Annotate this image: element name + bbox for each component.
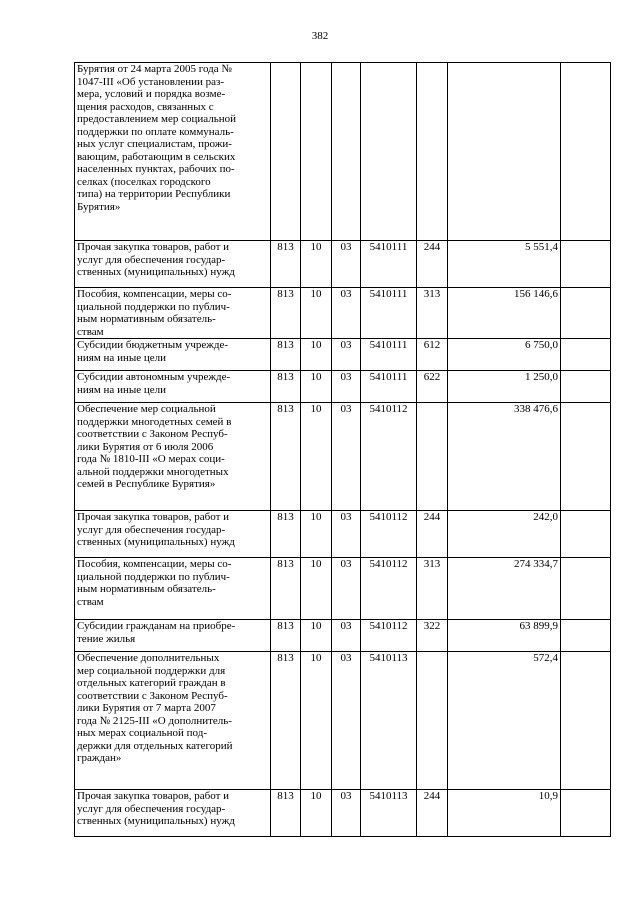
subsection-code-cell: 03 (332, 371, 361, 403)
ved-code-cell: 813 (271, 558, 301, 620)
row-name-cell: Субсидии бюджетным учрежде- ниям на иные цели (75, 339, 271, 371)
row-name-cell: Прочая закупка товаров, работ и услуг для обеспечения государ- ственных (муниципальных) нужд (75, 790, 271, 837)
section-code-cell: 10 (301, 511, 332, 558)
section-code-cell: 10 (301, 339, 332, 371)
row-name-cell: Прочая закупка товаров, работ и услуг для обеспечения государ- ственных (муниципальных) нужд (75, 511, 271, 558)
empty-column-cell (561, 403, 611, 511)
empty-column-cell (561, 511, 611, 558)
amount-cell: 274 334,7 (448, 558, 561, 620)
amount-cell: 242,0 (448, 511, 561, 558)
row-name-cell: Обеспечение мер социальной поддержки многодетных семей в соответствии с Законом Респуб- лики Бурятия от 6 июля 2006 года № 1810-III «О мерах соци- альной поддержки многодетных семей в Республике Бурятия» (75, 403, 271, 511)
ved-code-cell (271, 63, 301, 241)
ved-code-cell: 813 (271, 371, 301, 403)
budget-table-body (75, 63, 611, 837)
section-code-cell: 10 (301, 790, 332, 837)
target-article-cell: 5410112 (361, 511, 417, 558)
target-article-cell: 5410113 (361, 652, 417, 790)
section-code-cell: 10 (301, 558, 332, 620)
table-row (75, 652, 611, 790)
amount-cell (448, 63, 561, 241)
target-article-cell: 5410113 (361, 790, 417, 837)
target-article-cell: 5410111 (361, 241, 417, 288)
ved-code-cell: 813 (271, 652, 301, 790)
empty-column-cell (561, 652, 611, 790)
expense-type-cell: 313 (417, 558, 448, 620)
section-code-cell: 10 (301, 371, 332, 403)
expense-type-cell: 313 (417, 288, 448, 339)
section-code-cell: 10 (301, 652, 332, 790)
expense-type-cell: 244 (417, 241, 448, 288)
table-row (75, 620, 611, 652)
table-row (75, 371, 611, 403)
row-name-cell: Бурятия от 24 марта 2005 года № 1047-III «Об установлении раз- мера, условий и порядка возме- щения расходов, связанных с предоставлением мер социальной поддержки по оплате коммуналь- ных услуг специалистам, прожи- вающим, работающим в сельских населенных пунктах, рабочих по- селках (поселках городского типа) на территории Республики Бурятия» (75, 63, 271, 241)
subsection-code-cell: 03 (332, 620, 361, 652)
ved-code-cell: 813 (271, 241, 301, 288)
target-article-cell: 5410111 (361, 339, 417, 371)
empty-column-cell (561, 241, 611, 288)
target-article-cell: 5410112 (361, 403, 417, 511)
expense-type-cell: 622 (417, 371, 448, 403)
subsection-code-cell: 03 (332, 558, 361, 620)
row-name-cell: Прочая закупка товаров, работ и услуг для обеспечения государ- ственных (муниципальных) нужд (75, 241, 271, 288)
subsection-code-cell: 03 (332, 511, 361, 558)
amount-cell: 1 250,0 (448, 371, 561, 403)
ved-code-cell: 813 (271, 620, 301, 652)
subsection-code-cell: 03 (332, 288, 361, 339)
empty-column-cell (561, 790, 611, 837)
table-row (75, 511, 611, 558)
empty-column-cell (561, 620, 611, 652)
amount-cell: 10,9 (448, 790, 561, 837)
expense-type-cell (417, 403, 448, 511)
ved-code-cell: 813 (271, 288, 301, 339)
subsection-code-cell: 03 (332, 241, 361, 288)
subsection-code-cell: 03 (332, 790, 361, 837)
table-row (75, 558, 611, 620)
ved-code-cell: 813 (271, 511, 301, 558)
section-code-cell: 10 (301, 620, 332, 652)
empty-column-cell (561, 288, 611, 339)
subsection-code-cell: 03 (332, 339, 361, 371)
page-number: 382 (311, 30, 329, 42)
expense-type-cell: 612 (417, 339, 448, 371)
table-row (75, 339, 611, 371)
table-row (75, 63, 611, 241)
row-name-cell: Пособия, компенсации, меры со- циальной поддержки по публич- ным нормативным обязатель- ствам (75, 288, 271, 339)
section-code-cell (301, 63, 332, 241)
expense-type-cell: 244 (417, 790, 448, 837)
table-row (75, 403, 611, 511)
section-code-cell: 10 (301, 288, 332, 339)
target-article-cell: 5410111 (361, 288, 417, 339)
ved-code-cell: 813 (271, 339, 301, 371)
table-row (75, 288, 611, 339)
target-article-cell: 5410112 (361, 558, 417, 620)
target-article-cell: 5410112 (361, 620, 417, 652)
empty-column-cell (561, 339, 611, 371)
expense-type-cell: 322 (417, 620, 448, 652)
ved-code-cell: 813 (271, 790, 301, 837)
amount-cell: 572,4 (448, 652, 561, 790)
table-row (75, 790, 611, 837)
subsection-code-cell: 03 (332, 652, 361, 790)
expense-type-cell (417, 63, 448, 241)
expense-type-cell: 244 (417, 511, 448, 558)
subsection-code-cell: 03 (332, 403, 361, 511)
section-code-cell: 10 (301, 403, 332, 511)
section-code-cell: 10 (301, 241, 332, 288)
table-row (75, 241, 611, 288)
amount-cell: 6 750,0 (448, 339, 561, 371)
row-name-cell: Субсидии гражданам на приобре- тение жилья (75, 620, 271, 652)
row-name-cell: Обеспечение дополнительных мер социальной поддержки для отдельных категорий граждан в соответствии с Законом Респуб- лики Бурятия от 7 марта 2007 года № 2125-III «О дополнитель- ных мерах социальной под- держки для отдельных категорий граждан» (75, 652, 271, 790)
row-name-cell: Пособия, компенсации, меры со- циальной поддержки по публич- ным нормативным обязатель- ствам (75, 558, 271, 620)
amount-cell: 338 476,6 (448, 403, 561, 511)
empty-column-cell (561, 558, 611, 620)
amount-cell: 63 899,9 (448, 620, 561, 652)
amount-cell: 5 551,4 (448, 241, 561, 288)
budget-table (74, 62, 611, 837)
amount-cell: 156 146,6 (448, 288, 561, 339)
target-article-cell: 5410111 (361, 371, 417, 403)
empty-column-cell (561, 63, 611, 241)
expense-type-cell (417, 652, 448, 790)
subsection-code-cell (332, 63, 361, 241)
row-name-cell: Субсидии автономным учрежде- ниям на иные цели (75, 371, 271, 403)
empty-column-cell (561, 371, 611, 403)
ved-code-cell: 813 (271, 403, 301, 511)
target-article-cell (361, 63, 417, 241)
